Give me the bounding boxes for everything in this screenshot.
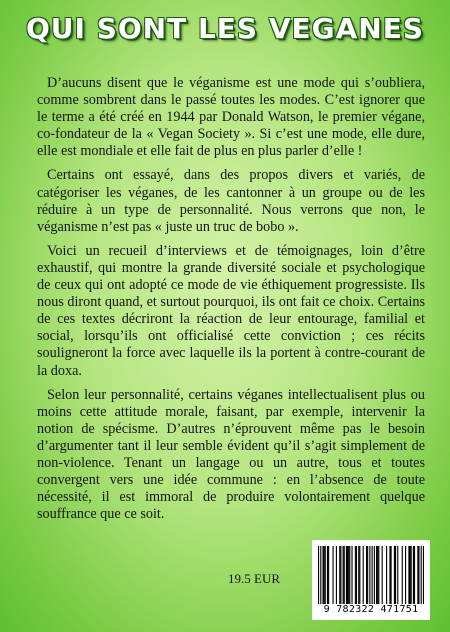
barcode-bar (320, 546, 321, 604)
barcode-bar (417, 546, 418, 604)
barcode-bar (423, 546, 424, 604)
barcode-bar (339, 546, 340, 604)
barcode-bar (386, 546, 387, 604)
barcode-bar (391, 546, 392, 604)
barcode-bar (389, 546, 390, 604)
blurb-text (37, 75, 425, 530)
barcode-bar (394, 546, 395, 604)
barcode-bar (333, 546, 334, 604)
barcode-bar (355, 546, 356, 604)
blurb-paragraph-4: Selon leur personnalité, certains véganes intellectualisent plus ou moins cette attitude morale, faisant, par exemple, intervenir la notion de spécisme. D’autres n’éprouvent même pas le besoin d’argumenter tant il leur semble évident qu’il s’agit simplement de non-violence. Tenant un langage ou un autre, tous et toutes convergent vers une idée commune : en l’absence de toute nécessité, il est immoral de produire volontairement quelque souffrance que ce soit. (37, 386, 425, 523)
isbn-number: 9 782322 471751 (323, 604, 419, 615)
barcode-bar (378, 546, 379, 604)
book-title: QUI SONT LES VEGANES (25, 12, 424, 45)
blurb-paragraph-2: Certains ont essayé, dans des propos divers et variés, de catégoriser les véganes, de les cantonner à un groupe ou de les réduire à un type de personnalité. Nous verrons que non, le véganisme n’est pas « juste un truc de bobo ». (37, 167, 425, 235)
barcode-bar (363, 546, 364, 604)
barcode-bar (324, 546, 325, 604)
barcode-bar (397, 546, 398, 604)
barcode-bar (367, 546, 368, 604)
barcode-bar (402, 546, 403, 604)
barcode-bar (340, 546, 341, 604)
barcode-bar (374, 546, 375, 604)
barcode-bar (411, 546, 412, 604)
price-label: 19.5 EUR (228, 571, 280, 586)
barcode-bar (414, 546, 415, 604)
barcode-bar (349, 546, 350, 604)
barcode-bar (348, 546, 349, 604)
barcode-bar (356, 546, 357, 604)
barcode-bar (344, 546, 345, 604)
barcode-bar (318, 546, 319, 604)
barcode-bar (395, 546, 396, 604)
barcode-bar (421, 546, 422, 604)
barcode-bar (377, 546, 378, 604)
barcode-bar (322, 546, 323, 604)
barcode-bar (336, 546, 337, 604)
barcode-bar (359, 546, 360, 604)
barcode-bar (382, 546, 383, 604)
barcode (312, 540, 430, 620)
barcode-bar (369, 546, 370, 604)
barcode-bar (372, 546, 373, 604)
barcode-bar (325, 546, 326, 604)
barcode-bar (327, 546, 328, 604)
barcode-bar (408, 546, 409, 604)
barcode-bar (409, 546, 410, 604)
barcode-bar (351, 546, 352, 604)
barcode-bar (376, 546, 377, 604)
barcode-bars (318, 546, 424, 604)
barcode-bar (343, 546, 344, 604)
barcode-bar (405, 546, 406, 604)
barcode-bar (328, 546, 329, 604)
blurb-paragraph-1: D’aucuns disent que le véganisme est une mode qui s’oubliera, comme sombrent dans le passé toutes les modes. C’est ignorer que le terme a été créé en 1944 par Donald Watson, le premier végane, co-fondateur de la « Vegan Society ». Si c’est une mode, elle dure, elle est mondiale et elle fait de plus en plus parler d’elle ! (37, 75, 425, 160)
barcode-bar (418, 546, 419, 604)
barcode-bar (346, 546, 347, 604)
barcode-bar (366, 546, 367, 604)
blurb-paragraph-3: Voici un recueil d’interviews et de témoignages, loin d’être exhaustif, qui montre la grande diversité sociale et psychologique de ceux qui ont adopté ce mode de vie éthiquement progressiste. Ils nous diront quand, et surtout pourquoi, ils ont fait ce choix. Certains de ces textes décriront la réaction de leur entourage, familial et social, lorsqu’ils ont officialisé cette conviction ; ces récits souligneront la force avec laquelle ils la portent à contre-courant de la doxa. (37, 242, 425, 379)
barcode-bar (358, 546, 359, 604)
barcode-bar (347, 546, 348, 604)
barcode-bar (413, 546, 414, 604)
